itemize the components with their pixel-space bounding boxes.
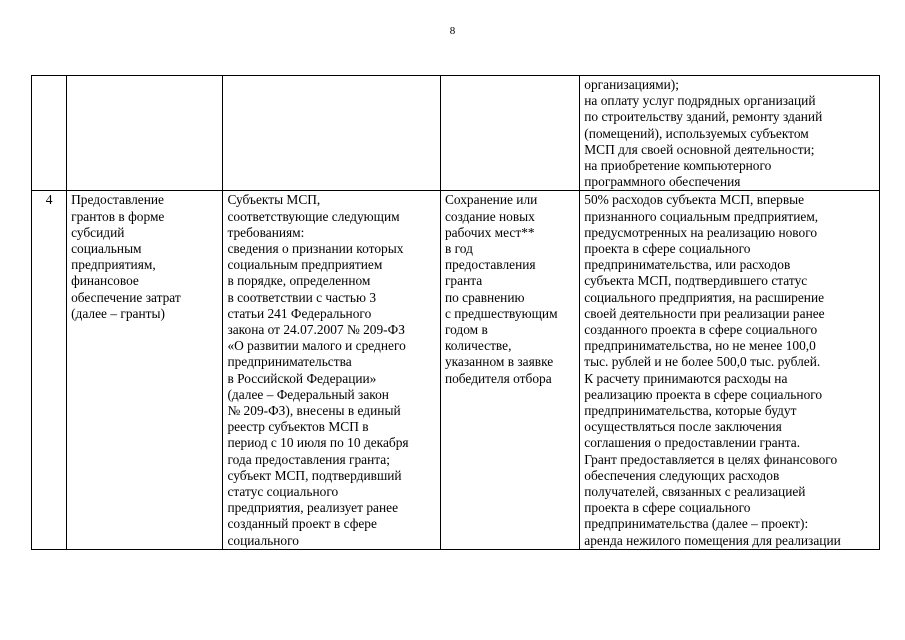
text-line: предоставления	[444, 257, 536, 273]
text-line: проекта в сфере социального	[584, 500, 751, 516]
text-line: победителя отбора	[444, 370, 552, 386]
text-line: осуществляться после заключения	[584, 419, 782, 435]
text-line: годом в	[444, 322, 488, 338]
requirements-cell	[223, 76, 441, 191]
text-line: в порядке, определенном	[227, 273, 371, 289]
text-line: социального предприятия, на расширение	[584, 289, 825, 305]
support-size-cell	[580, 191, 880, 549]
support-measures-table	[31, 75, 880, 550]
text-line: Грант предоставляется в целях финансового	[584, 451, 838, 467]
text-line: социального	[227, 532, 299, 548]
measure-name-cell	[67, 76, 223, 191]
text-line: обеспечение затрат	[71, 289, 181, 305]
text-line: (далее – гранты)	[71, 305, 165, 321]
text-line: года предоставления гранта;	[227, 451, 390, 467]
text-line: по сравнению	[444, 289, 525, 305]
text-line: Субъекты МСП,	[227, 192, 321, 208]
page-number: 8	[449, 25, 456, 37]
text-line: предпринимательства, или расходов	[584, 257, 791, 273]
text-line: № 209-ФЗ), внесены в единый	[227, 403, 401, 419]
text-line: статус социального	[227, 484, 339, 500]
text-line: предпринимательства	[227, 354, 352, 370]
text-line: созданного проекта в сфере социального	[584, 322, 818, 338]
indicator-cell	[440, 191, 579, 549]
support-size-cell	[580, 76, 880, 191]
measure-name-cell	[67, 191, 223, 549]
text-line: сведения о признании которых	[227, 241, 404, 257]
requirements-cell	[223, 191, 441, 549]
text-line: программного обеспечения	[584, 174, 741, 190]
text-line: (далее – Федеральный закон	[227, 386, 389, 402]
text-line: К расчету принимаются расходы на	[584, 370, 788, 386]
text-line: на оплату услуг подрядных организаций	[584, 93, 816, 109]
text-line: социальным предприятием	[227, 257, 383, 273]
text-line: в соответствии с частью 3	[227, 289, 377, 305]
text-line: Сохранение или	[444, 192, 538, 208]
text-line: организациями);	[584, 77, 679, 92]
text-line: по строительству зданий, ремонту зданий	[584, 109, 823, 125]
text-line: социальным	[71, 241, 142, 257]
text-line: гранта	[444, 273, 483, 289]
indicator-cell	[440, 76, 579, 191]
text-line: (помещений), используемых субъектом	[584, 125, 809, 141]
text-line: указанном в заявке	[444, 354, 554, 370]
text-line: предпринимательства, которые будут	[584, 403, 797, 419]
text-line: созданный проект в сфере	[227, 516, 377, 532]
text-line: финансовое	[71, 273, 139, 289]
text-line: рабочих мест**	[444, 224, 535, 240]
text-line: 50% расходов субъекта МСП, впервые	[584, 192, 805, 208]
text-line: предприятия, реализует ранее	[227, 500, 399, 516]
text-line: соответствующие следующим	[227, 208, 400, 224]
text-line: количестве,	[444, 338, 512, 354]
text-line: своей деятельности при реализации ранее	[584, 305, 825, 321]
row-number-cell: 4	[32, 191, 67, 549]
text-line: реестр субъектов МСП в	[227, 419, 369, 435]
text-line: получателей, связанных с реализацией	[584, 484, 806, 500]
row-number-cell	[32, 76, 67, 191]
text-line: предусмотренных на реализацию нового	[584, 224, 818, 240]
text-line: на приобретение компьютерного	[584, 158, 772, 174]
text-line: грантов в форме	[71, 208, 165, 224]
text-line: обеспечения следующих расходов	[584, 467, 780, 483]
text-line: субъекта МСП, подтвердившего статус	[584, 273, 808, 289]
text-line: субсидий	[71, 224, 125, 240]
text-line: проекта в сфере социального	[584, 241, 751, 257]
text-line: соглашения о предоставлении гранта.	[584, 435, 801, 451]
text-line: в Российской Федерации»	[227, 370, 377, 386]
text-line: предприятиям,	[71, 257, 156, 273]
text-line: предпринимательства, но не менее 100,0	[584, 338, 816, 354]
text-line: предпринимательства (далее – проект):	[584, 516, 809, 532]
text-line: аренда нежилого помещения для реализации	[584, 532, 841, 548]
text-line: Предоставление	[71, 192, 165, 208]
text-line: период с 10 июля по 10 декабря	[227, 435, 409, 451]
text-line: «О развитии малого и среднего	[227, 338, 406, 354]
text-line: требованиям:	[227, 224, 305, 240]
text-line: тыс. рублей и не более 500,0 тыс. рублей.	[584, 354, 821, 370]
text-line: закона от 24.07.2007 № 209-ФЗ	[227, 322, 405, 338]
table-row	[32, 76, 880, 191]
text-line: субъект МСП, подтвердивший	[227, 467, 402, 483]
text-line: МСП для своей основной деятельности;	[584, 141, 815, 157]
text-line: реализацию проекта в сфере социального	[584, 386, 823, 402]
text-line: с предшествующим	[444, 305, 558, 321]
table-row	[32, 191, 880, 549]
text-line: в год	[444, 241, 473, 257]
text-line: признанного социальным предприятием,	[584, 208, 819, 224]
text-line: создание новых	[444, 208, 535, 224]
text-line: статьи 241 Федерального	[227, 305, 372, 321]
